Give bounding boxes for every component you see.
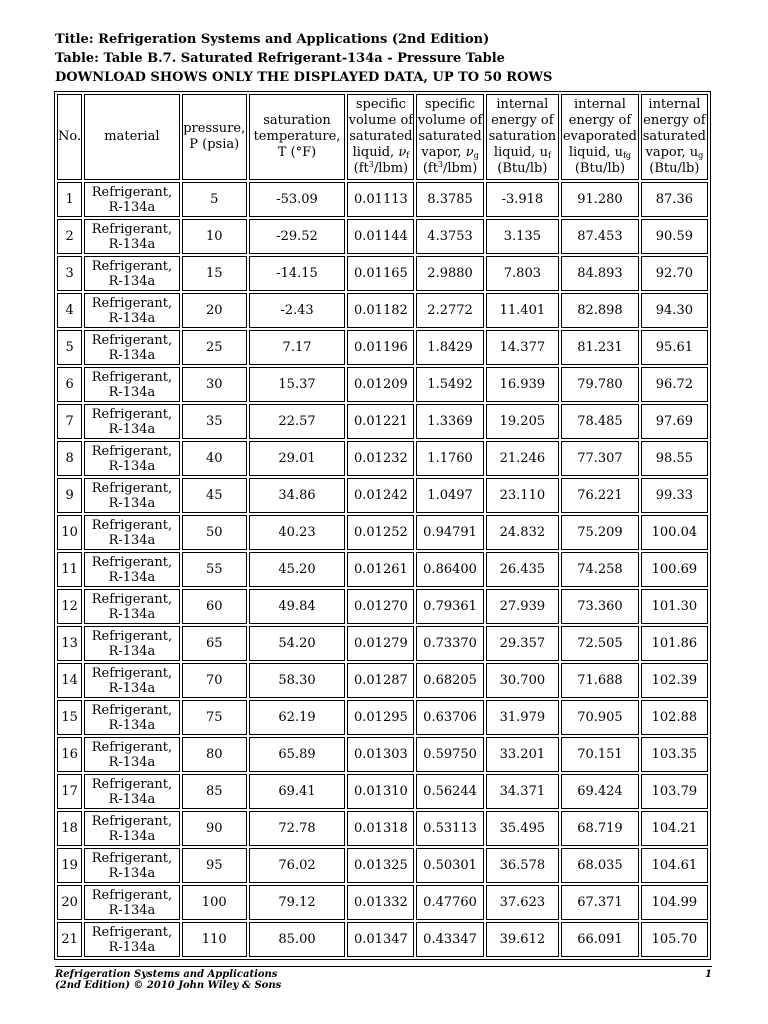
cell-internal-energy-evaporated: 81.231: [561, 330, 639, 365]
table-row: [57, 256, 708, 291]
cell-pressure: 25: [182, 330, 247, 365]
cell-specific-volume-vapor: 0.86400: [416, 552, 483, 587]
cell-specific-volume-liquid: 0.01279: [347, 626, 414, 661]
cell-internal-energy-evaporated: 68.035: [561, 848, 639, 883]
table-row: [57, 182, 708, 217]
cell-internal-energy-evaporated: 84.893: [561, 256, 639, 291]
cell-pressure: 20: [182, 293, 247, 328]
cell-internal-energy-evaporated: 67.371: [561, 885, 639, 920]
cell-specific-volume-vapor: 0.43347: [416, 922, 483, 957]
cell-internal-energy-vapor: 92.70: [641, 256, 708, 291]
cell-saturation-temperature: 72.78: [249, 811, 346, 846]
cell-material: Refrigerant, R-134a: [84, 515, 180, 550]
cell-internal-energy-evaporated: 70.905: [561, 700, 639, 735]
header-specific-volume-liquid: specific volume of saturated liquid, $\nu_f$ $(ft^3/lbm)$: [347, 94, 414, 180]
cell-specific-volume-vapor: 1.1760: [416, 441, 483, 476]
cell-saturation-temperature: 69.41: [249, 774, 346, 809]
table-row: [57, 219, 708, 254]
cell-no: 2: [57, 219, 82, 254]
footer-line-2: (2nd Edition) © 2010 John Wiley & Sons: [55, 980, 282, 991]
download-note: DOWNLOAD SHOWS ONLY THE DISPLAYED DATA, UP TO 50 ROWS: [55, 70, 553, 85]
cell-specific-volume-vapor: 2.9880: [416, 256, 483, 291]
cell-specific-volume-liquid: 0.01318: [347, 811, 414, 846]
cell-specific-volume-vapor: 2.2772: [416, 293, 483, 328]
footer-citation: [55, 969, 455, 991]
cell-internal-energy-vapor: 104.99: [641, 885, 708, 920]
cell-no: 7: [57, 404, 82, 439]
cell-internal-energy-vapor: 101.30: [641, 589, 708, 624]
cell-specific-volume-liquid: 0.01182: [347, 293, 414, 328]
header-material: material: [84, 94, 180, 180]
table-row: [57, 700, 708, 735]
cell-internal-energy-vapor: 101.86: [641, 626, 708, 661]
cell-pressure: 60: [182, 589, 247, 624]
cell-specific-volume-liquid: 0.01144: [347, 219, 414, 254]
cell-internal-energy-evaporated: 74.258: [561, 552, 639, 587]
cell-saturation-temperature: 34.86: [249, 478, 346, 513]
header-specific-volume-vapor: specific volume of saturated vapor, $\nu_g$ $(ft^3/lbm)$: [416, 94, 483, 180]
cell-internal-energy-evaporated: 73.360: [561, 589, 639, 624]
cell-internal-energy-liquid: 21.246: [486, 441, 559, 476]
cell-material: Refrigerant, R-134a: [84, 774, 180, 809]
cell-internal-energy-vapor: 103.35: [641, 737, 708, 772]
cell-saturation-temperature: 45.20: [249, 552, 346, 587]
cell-pressure: 5: [182, 182, 247, 217]
cell-specific-volume-liquid: 0.01232: [347, 441, 414, 476]
cell-internal-energy-vapor: 102.39: [641, 663, 708, 698]
cell-specific-volume-vapor: 8.3785: [416, 182, 483, 217]
table-row: [57, 478, 708, 513]
cell-internal-energy-evaporated: 77.307: [561, 441, 639, 476]
table-row: [57, 441, 708, 476]
cell-material: Refrigerant, R-134a: [84, 552, 180, 587]
cell-specific-volume-vapor: 1.3369: [416, 404, 483, 439]
cell-specific-volume-vapor: 0.53113: [416, 811, 483, 846]
cell-internal-energy-liquid: 27.939: [486, 589, 559, 624]
table-row: [57, 922, 708, 957]
cell-specific-volume-liquid: 0.01196: [347, 330, 414, 365]
cell-internal-energy-evaporated: 68.719: [561, 811, 639, 846]
cell-internal-energy-vapor: 99.33: [641, 478, 708, 513]
cell-internal-energy-evaporated: 71.688: [561, 663, 639, 698]
cell-material: Refrigerant, R-134a: [84, 811, 180, 846]
cell-saturation-temperature: 54.20: [249, 626, 346, 661]
cell-no: 19: [57, 848, 82, 883]
cell-specific-volume-liquid: 0.01221: [347, 404, 414, 439]
cell-no: 10: [57, 515, 82, 550]
cell-material: Refrigerant, R-134a: [84, 330, 180, 365]
cell-pressure: 110: [182, 922, 247, 957]
cell-no: 3: [57, 256, 82, 291]
cell-pressure: 35: [182, 404, 247, 439]
cell-pressure: 45: [182, 478, 247, 513]
document-header: [55, 30, 715, 87]
cell-saturation-temperature: 22.57: [249, 404, 346, 439]
cell-internal-energy-liquid: 11.401: [486, 293, 559, 328]
cell-internal-energy-liquid: 16.939: [486, 367, 559, 402]
cell-internal-energy-evaporated: 91.280: [561, 182, 639, 217]
cell-internal-energy-evaporated: 78.485: [561, 404, 639, 439]
cell-material: Refrigerant, R-134a: [84, 367, 180, 402]
cell-saturation-temperature: 15.37: [249, 367, 346, 402]
cell-internal-energy-vapor: 104.21: [641, 811, 708, 846]
table-row: [57, 515, 708, 550]
title-line: Title: Refrigeration Systems and Applications (2nd Edition): [55, 32, 490, 47]
table-row: [57, 404, 708, 439]
table-row: [57, 885, 708, 920]
cell-internal-energy-liquid: 35.495: [486, 811, 559, 846]
cell-specific-volume-vapor: 0.59750: [416, 737, 483, 772]
cell-internal-energy-vapor: 87.36: [641, 182, 708, 217]
cell-material: Refrigerant, R-134a: [84, 922, 180, 957]
table-row: [57, 848, 708, 883]
cell-internal-energy-liquid: 29.357: [486, 626, 559, 661]
cell-internal-energy-liquid: 30.700: [486, 663, 559, 698]
cell-no: 5: [57, 330, 82, 365]
cell-saturation-temperature: 29.01: [249, 441, 346, 476]
cell-internal-energy-liquid: 37.623: [486, 885, 559, 920]
cell-pressure: 10: [182, 219, 247, 254]
cell-material: Refrigerant, R-134a: [84, 589, 180, 624]
cell-internal-energy-vapor: 105.70: [641, 922, 708, 957]
cell-internal-energy-vapor: 95.61: [641, 330, 708, 365]
cell-material: Refrigerant, R-134a: [84, 885, 180, 920]
cell-specific-volume-liquid: 0.01332: [347, 885, 414, 920]
cell-internal-energy-vapor: 90.59: [641, 219, 708, 254]
pressure-table: [54, 91, 711, 960]
cell-no: 11: [57, 552, 82, 587]
cell-internal-energy-liquid: 24.832: [486, 515, 559, 550]
cell-internal-energy-liquid: 34.371: [486, 774, 559, 809]
cell-specific-volume-vapor: 0.56244: [416, 774, 483, 809]
cell-saturation-temperature: -53.09: [249, 182, 346, 217]
cell-specific-volume-liquid: 0.01287: [347, 663, 414, 698]
cell-material: Refrigerant, R-134a: [84, 256, 180, 291]
cell-internal-energy-liquid: 36.578: [486, 848, 559, 883]
cell-internal-energy-vapor: 102.88: [641, 700, 708, 735]
header-saturation-temperature: saturation temperature, T (°F): [249, 94, 346, 180]
cell-no: 21: [57, 922, 82, 957]
cell-internal-energy-evaporated: 87.453: [561, 219, 639, 254]
cell-no: 13: [57, 626, 82, 661]
cell-pressure: 30: [182, 367, 247, 402]
cell-specific-volume-liquid: 0.01270: [347, 589, 414, 624]
cell-material: Refrigerant, R-134a: [84, 182, 180, 217]
cell-no: 15: [57, 700, 82, 735]
cell-specific-volume-vapor: 0.79361: [416, 589, 483, 624]
cell-specific-volume-vapor: 0.68205: [416, 663, 483, 698]
cell-internal-energy-vapor: 100.69: [641, 552, 708, 587]
cell-pressure: 100: [182, 885, 247, 920]
cell-pressure: 90: [182, 811, 247, 846]
cell-saturation-temperature: 76.02: [249, 848, 346, 883]
table-row: [57, 589, 708, 624]
cell-internal-energy-vapor: 97.69: [641, 404, 708, 439]
cell-specific-volume-vapor: 0.73370: [416, 626, 483, 661]
cell-internal-energy-vapor: 103.79: [641, 774, 708, 809]
table-row: [57, 552, 708, 587]
cell-pressure: 50: [182, 515, 247, 550]
cell-specific-volume-vapor: 0.94791: [416, 515, 483, 550]
cell-pressure: 70: [182, 663, 247, 698]
header-internal-energy-liquid: internal energy of saturation liquid, $u_f$ (Btu/lb): [486, 94, 559, 180]
table-row: [57, 330, 708, 365]
header-no: No.: [57, 94, 82, 180]
cell-specific-volume-liquid: 0.01165: [347, 256, 414, 291]
cell-no: 12: [57, 589, 82, 624]
cell-internal-energy-vapor: 96.72: [641, 367, 708, 402]
table-row: [57, 774, 708, 809]
cell-no: 1: [57, 182, 82, 217]
cell-internal-energy-liquid: 31.979: [486, 700, 559, 735]
table-row: [57, 293, 708, 328]
cell-specific-volume-liquid: 0.01295: [347, 700, 414, 735]
cell-material: Refrigerant, R-134a: [84, 441, 180, 476]
cell-no: 17: [57, 774, 82, 809]
table-row: [57, 737, 708, 772]
cell-specific-volume-vapor: 1.8429: [416, 330, 483, 365]
cell-material: Refrigerant, R-134a: [84, 478, 180, 513]
cell-internal-energy-liquid: 7.803: [486, 256, 559, 291]
table-row: [57, 626, 708, 661]
cell-internal-energy-evaporated: 70.151: [561, 737, 639, 772]
cell-specific-volume-liquid: 0.01113: [347, 182, 414, 217]
cell-saturation-temperature: 49.84: [249, 589, 346, 624]
cell-internal-energy-liquid: 3.135: [486, 219, 559, 254]
cell-saturation-temperature: -14.15: [249, 256, 346, 291]
header-internal-energy-evaporated: internal energy of evaporated liquid, $u_{fg}$ (Btu/lb): [561, 94, 639, 180]
cell-saturation-temperature: 58.30: [249, 663, 346, 698]
cell-pressure: 95: [182, 848, 247, 883]
table-row: [57, 811, 708, 846]
cell-internal-energy-evaporated: 75.209: [561, 515, 639, 550]
cell-specific-volume-vapor: 1.5492: [416, 367, 483, 402]
cell-internal-energy-evaporated: 72.505: [561, 626, 639, 661]
cell-internal-energy-evaporated: 76.221: [561, 478, 639, 513]
cell-no: 16: [57, 737, 82, 772]
cell-no: 6: [57, 367, 82, 402]
cell-internal-energy-evaporated: 79.780: [561, 367, 639, 402]
cell-specific-volume-vapor: 0.63706: [416, 700, 483, 735]
cell-material: Refrigerant, R-134a: [84, 848, 180, 883]
cell-saturation-temperature: 7.17: [249, 330, 346, 365]
cell-pressure: 85: [182, 774, 247, 809]
cell-saturation-temperature: 79.12: [249, 885, 346, 920]
table-header-row: [57, 94, 708, 180]
cell-no: 20: [57, 885, 82, 920]
cell-specific-volume-liquid: 0.01325: [347, 848, 414, 883]
cell-pressure: 55: [182, 552, 247, 587]
cell-saturation-temperature: -29.52: [249, 219, 346, 254]
cell-specific-volume-vapor: 0.47760: [416, 885, 483, 920]
cell-internal-energy-liquid: 26.435: [486, 552, 559, 587]
cell-specific-volume-liquid: 0.01209: [347, 367, 414, 402]
table-row: [57, 367, 708, 402]
header-internal-energy-vapor: internal energy of saturated vapor, $u_g$ (Btu/lb): [641, 94, 708, 180]
cell-pressure: 65: [182, 626, 247, 661]
cell-saturation-temperature: -2.43: [249, 293, 346, 328]
cell-no: 8: [57, 441, 82, 476]
cell-internal-energy-evaporated: 69.424: [561, 774, 639, 809]
cell-internal-energy-vapor: 94.30: [641, 293, 708, 328]
cell-material: Refrigerant, R-134a: [84, 626, 180, 661]
cell-material: Refrigerant, R-134a: [84, 219, 180, 254]
cell-internal-energy-liquid: 39.612: [486, 922, 559, 957]
cell-material: Refrigerant, R-134a: [84, 700, 180, 735]
cell-internal-energy-vapor: 100.04: [641, 515, 708, 550]
cell-internal-energy-liquid: 14.377: [486, 330, 559, 365]
cell-specific-volume-vapor: 0.50301: [416, 848, 483, 883]
cell-specific-volume-liquid: 0.01347: [347, 922, 414, 957]
cell-no: 18: [57, 811, 82, 846]
cell-internal-energy-vapor: 104.61: [641, 848, 708, 883]
cell-saturation-temperature: 85.00: [249, 922, 346, 957]
cell-no: 4: [57, 293, 82, 328]
cell-saturation-temperature: 62.19: [249, 700, 346, 735]
footer-divider: [55, 966, 712, 967]
cell-pressure: 15: [182, 256, 247, 291]
cell-specific-volume-liquid: 0.01242: [347, 478, 414, 513]
cell-internal-energy-liquid: 33.201: [486, 737, 559, 772]
cell-internal-energy-evaporated: 82.898: [561, 293, 639, 328]
cell-pressure: 75: [182, 700, 247, 735]
cell-specific-volume-liquid: 0.01303: [347, 737, 414, 772]
cell-material: Refrigerant, R-134a: [84, 404, 180, 439]
page-number: 1: [705, 969, 712, 980]
cell-specific-volume-liquid: 0.01261: [347, 552, 414, 587]
footer-line-1: Refrigeration Systems and Applications: [55, 969, 278, 980]
cell-no: 9: [57, 478, 82, 513]
cell-internal-energy-liquid: 19.205: [486, 404, 559, 439]
cell-no: 14: [57, 663, 82, 698]
cell-saturation-temperature: 65.89: [249, 737, 346, 772]
cell-specific-volume-liquid: 0.01252: [347, 515, 414, 550]
cell-specific-volume-vapor: 4.3753: [416, 219, 483, 254]
cell-internal-energy-vapor: 98.55: [641, 441, 708, 476]
cell-material: Refrigerant, R-134a: [84, 293, 180, 328]
cell-specific-volume-vapor: 1.0497: [416, 478, 483, 513]
cell-specific-volume-liquid: 0.01310: [347, 774, 414, 809]
header-pressure: pressure, P (psia): [182, 94, 247, 180]
table-body: [57, 182, 708, 957]
cell-pressure: 80: [182, 737, 247, 772]
cell-pressure: 40: [182, 441, 247, 476]
cell-material: Refrigerant, R-134a: [84, 663, 180, 698]
cell-internal-energy-liquid: 23.110: [486, 478, 559, 513]
table-line: Table: Table B.7. Saturated Refrigerant-134a - Pressure Table: [55, 51, 505, 66]
cell-saturation-temperature: 40.23: [249, 515, 346, 550]
cell-material: Refrigerant, R-134a: [84, 737, 180, 772]
cell-internal-energy-evaporated: 66.091: [561, 922, 639, 957]
table-row: [57, 663, 708, 698]
cell-internal-energy-liquid: -3.918: [486, 182, 559, 217]
